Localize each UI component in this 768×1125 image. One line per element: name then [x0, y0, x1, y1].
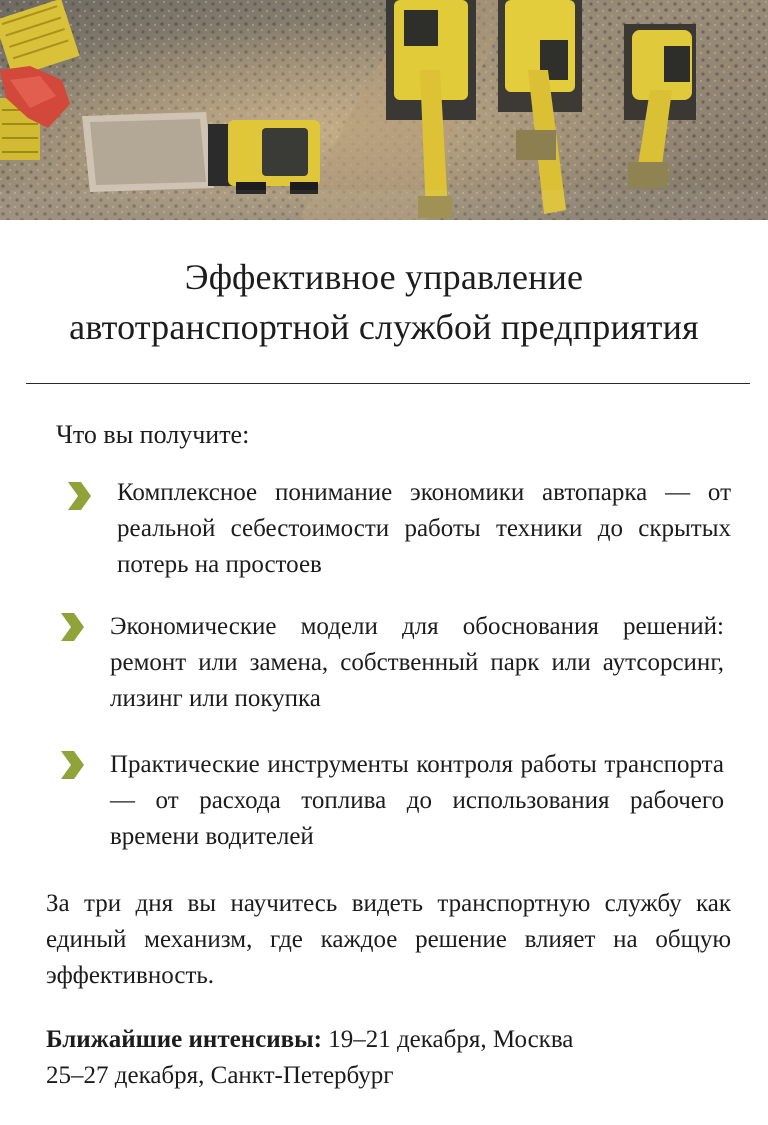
hero-photo	[0, 0, 768, 220]
dates-second: 25–27 декабря, Санкт-Петербург	[46, 1062, 394, 1089]
page-title	[0, 252, 768, 352]
benefit-text-2: Экономические модели для обоснования решений: ремонт или замена, собственный парк или аутсорсинг, лизинг или покупка	[110, 613, 724, 712]
benefit-text-1: Комплексное понимание экономики автопарка — от реальной себестоимости работы техники до скрытых потерь на простоев	[117, 479, 731, 578]
title-line-1: Эффективное управление	[184, 257, 584, 297]
chevron-right-icon	[57, 747, 87, 783]
benefit-text-3: Практические инструменты контроля работы транспорта — от расхода топлива до использования рабочего времени водителей	[110, 751, 724, 850]
chevron-right-icon	[57, 609, 87, 645]
benefits-heading: Что вы получите:	[56, 420, 250, 449]
title-line-2: автотранспортной службой предприятия	[69, 307, 699, 347]
chevron-right-icon	[64, 478, 94, 514]
summary-text: За три дня вы научитесь видеть транспортную службу как единый механизм, где каждое решение влияет на общую эффективность.	[46, 890, 731, 989]
dates-first: 19–21 декабря, Москва	[328, 1026, 574, 1053]
dates-line-1	[46, 1022, 746, 1058]
upcoming-dates	[46, 1022, 746, 1094]
title-divider	[26, 383, 750, 384]
construction-site-photo-icon	[0, 0, 768, 220]
dates-label: Ближайшие интенсивы:	[46, 1026, 322, 1053]
